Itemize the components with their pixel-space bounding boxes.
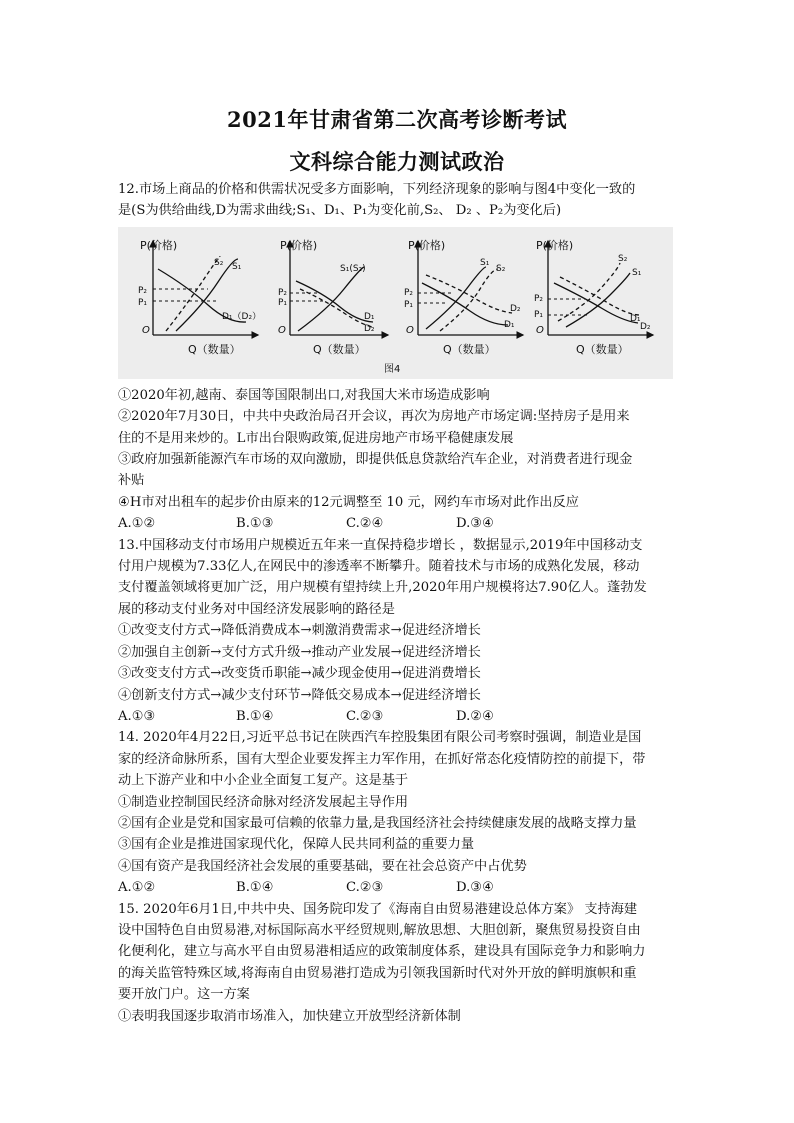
q14-item-4: ④国有资产是我国经济社会发展的重要基础，要在社会总资产中占优势 <box>118 858 527 874</box>
g1-label-d: D₁（D₂） <box>222 311 262 322</box>
q14-stem-line-1: 14. 2020年4月22日,习近平总书记在陕西汽车控股集团有限公司考察时强调，制造业是国 <box>118 730 642 746</box>
q12-option-c[interactable]: C.②④ <box>346 516 384 532</box>
q12-option-b[interactable]: B.①③ <box>236 516 274 532</box>
g2-origin: O <box>278 324 286 336</box>
g3-y-axis-label: P(价格) <box>408 238 446 252</box>
g4-label-d1: D₁ <box>630 313 641 324</box>
q15-stem-line-2: 设中国特色自由贸易港,对标国际高水平经贸规则,解放思想、大胆创新，聚焦贸易投资自由 <box>118 922 641 938</box>
g1-x-axis-label: Q（数量） <box>188 342 241 356</box>
g1-y-axis-label: P(价格) <box>140 238 178 252</box>
q13-stem-line-3: 支付覆盖领域将更加广泛，用户规模有望持续上升,2020年用户规模将达7.90亿人。蓬勃发 <box>118 580 647 596</box>
supply-demand-figure <box>118 227 673 379</box>
q13-option-c[interactable]: C.②③ <box>346 708 384 724</box>
g2-x-axis-label: Q（数量） <box>313 342 366 356</box>
q12-item-3-cont: 补贴 <box>118 473 145 489</box>
g1-label-p1: P₁ <box>138 297 148 308</box>
exam-title: 2021年甘肃省第二次高考诊断考试 <box>227 107 567 132</box>
g2-label-d2: D₂ <box>364 323 375 334</box>
q13-item-1: ①改变支付方式→降低消费成本→刺激消费需求→促进经济增长 <box>118 623 481 639</box>
q14-options <box>118 877 678 898</box>
q13-stem-line-1: 13.中国移动支付市场用户规模近五年来一直保持稳步增长 ，数据显示,2019年中国移动支 <box>118 537 643 553</box>
g1-label-s2: S₂ <box>214 257 224 268</box>
g3-x-axis-label: Q（数量） <box>443 342 496 356</box>
g3-origin: O <box>406 324 414 336</box>
g3-label-p1: P₁ <box>404 299 414 310</box>
g4-label-p2: P₂ <box>534 293 544 304</box>
q12-option-d[interactable]: D.③④ <box>456 516 494 532</box>
g4-label-d2: D₂ <box>640 321 651 332</box>
supply-demand-graphs <box>118 227 673 379</box>
q14-item-2: ②国有企业是党和国家最可信赖的依靠力量,是我国经济社会持续健康发展的战略支撑力量 <box>118 815 637 831</box>
q12-item-4: ④H市对出租车的起步价由原来的12元调整至 10 元，网约车市场对此作出反应 <box>118 494 579 510</box>
g2-label-p1: P₁ <box>278 297 288 308</box>
g4-label-s2: S₂ <box>618 253 628 264</box>
q13-item-4: ④创新支付方式→减少支付环节→降低交易成本→促进经济增长 <box>118 687 481 703</box>
q13-option-a[interactable]: A.①③ <box>118 708 156 724</box>
q12-stem-line-1: 12.市场上商品的价格和供需状况受多方面影响，下列经济现象的影响与图4中变化一致的 <box>118 182 636 197</box>
g4-y-axis-label: P(价格) <box>536 238 574 252</box>
q14-item-3: ③国有企业是推进国家现代化，保障人民共同利益的重要力量 <box>118 837 475 853</box>
exam-subtitle: 文科综合能力测试政治 <box>289 149 505 174</box>
q14-stem-line-3: 动上下游产业和中小企业全面复工复产。这是基于 <box>118 773 409 789</box>
g2-label-p2: P₂ <box>278 287 288 298</box>
q14-stem-line-2: 家的经济命脉所系，国有大型企业要发挥主力军作用，在抓好常态化疫情防控的前提下，带 <box>118 751 646 767</box>
q13-options <box>118 706 678 727</box>
g4-x-axis-label: Q（数量） <box>576 342 629 356</box>
g2-y-axis-label: P(价格) <box>280 238 318 252</box>
g2-label-s: S₁(S₂) <box>340 263 366 274</box>
q15-item-1: ①表明我国逐步取消市场准入，加快建立开放型经济新体制 <box>118 1008 461 1024</box>
q12-item-2-cont: 住的不是用来炒的。L市出台限购政策,促进房地产市场平稳健康发展 <box>118 430 514 446</box>
q13-item-2: ②加强自主创新→支付方式升级→推动产业发展→促进经济增长 <box>118 644 481 660</box>
q13-item-3: ③改变支付方式→改变货币职能→减少现金使用→促进消费增长 <box>118 666 481 682</box>
q14-item-1: ①制造业控制国民经济命脉对经济发展起主导作用 <box>118 794 409 810</box>
q12-stem-line-2: 是(S为供给曲线,D为需求曲线;S₁、D₁、P₁为变化前,S₂、 D₂ 、P₂为变化后) <box>118 203 562 219</box>
figure-caption: 图4 <box>384 363 401 375</box>
q13-stem-line-2: 付用户规模为7.33亿人,在网民中的渗透率不断攀升。随着技术与市场的成熟化发展，移动 <box>118 559 640 575</box>
g3-label-p2: P₂ <box>404 287 414 298</box>
exam-content <box>118 179 678 1027</box>
g1-label-s1: S₁ <box>232 261 242 272</box>
q15-stem-line-3: 化便利化，建立与高水平自由贸易港相适应的政策制度体系，建设具有国际竞争力和影响力 <box>118 944 646 960</box>
q14-option-d[interactable]: D.③④ <box>456 880 494 896</box>
q14-option-c[interactable]: C.②③ <box>346 880 384 896</box>
q12-item-1: ①2020年初,越南、泰国等国限制出口,对我国大米市场造成影响 <box>118 387 490 403</box>
g3-label-s2: S₂ <box>496 263 506 274</box>
q15-stem-line-5: 要开放门户。这一方案 <box>118 987 250 1003</box>
q13-option-d[interactable]: D.②④ <box>456 708 494 724</box>
q13-stem-line-4: 展的移动支付业务对中国经济发展影响的路径是 <box>118 601 395 617</box>
q14-option-b[interactable]: B.①④ <box>236 880 274 896</box>
g3-label-d2: D₂ <box>510 303 521 314</box>
g4-label-p1: P₁ <box>534 309 544 320</box>
g4-origin: O <box>536 324 544 336</box>
g3-label-d1: D₁ <box>504 319 515 330</box>
q12-options <box>118 513 678 534</box>
g4-label-s1: S₁ <box>632 267 642 278</box>
q15-stem-line-1: 15. 2020年6月1日,中共中央、国务院印发了《海南自由贸易港建设总体方案》 支持海建 <box>118 901 638 917</box>
q12-item-3: ③政府加强新能源汽车市场的双向激励，即提供低息贷款给汽车企业，对消费者进行现金 <box>118 452 633 468</box>
g1-origin: O <box>142 324 150 336</box>
g2-label-d1: D₁ <box>364 311 375 322</box>
g3-label-s1: S₁ <box>480 257 490 268</box>
g1-label-p2: P₂ <box>138 285 148 296</box>
q14-option-a[interactable]: A.①② <box>118 880 156 896</box>
q13-option-b[interactable]: B.①④ <box>236 708 274 724</box>
q12-item-2: ②2020年7月30日，中共中央政治局召开会议，再次为房地产市场定调:坚持房子是用来 <box>118 409 630 425</box>
q12-option-a[interactable]: A.①② <box>118 516 156 532</box>
q15-stem-line-4: 的海关监管特殊区域,将海南自由贸易港打造成为引领我国新时代对外开放的鲜明旗帜和重 <box>118 965 637 981</box>
